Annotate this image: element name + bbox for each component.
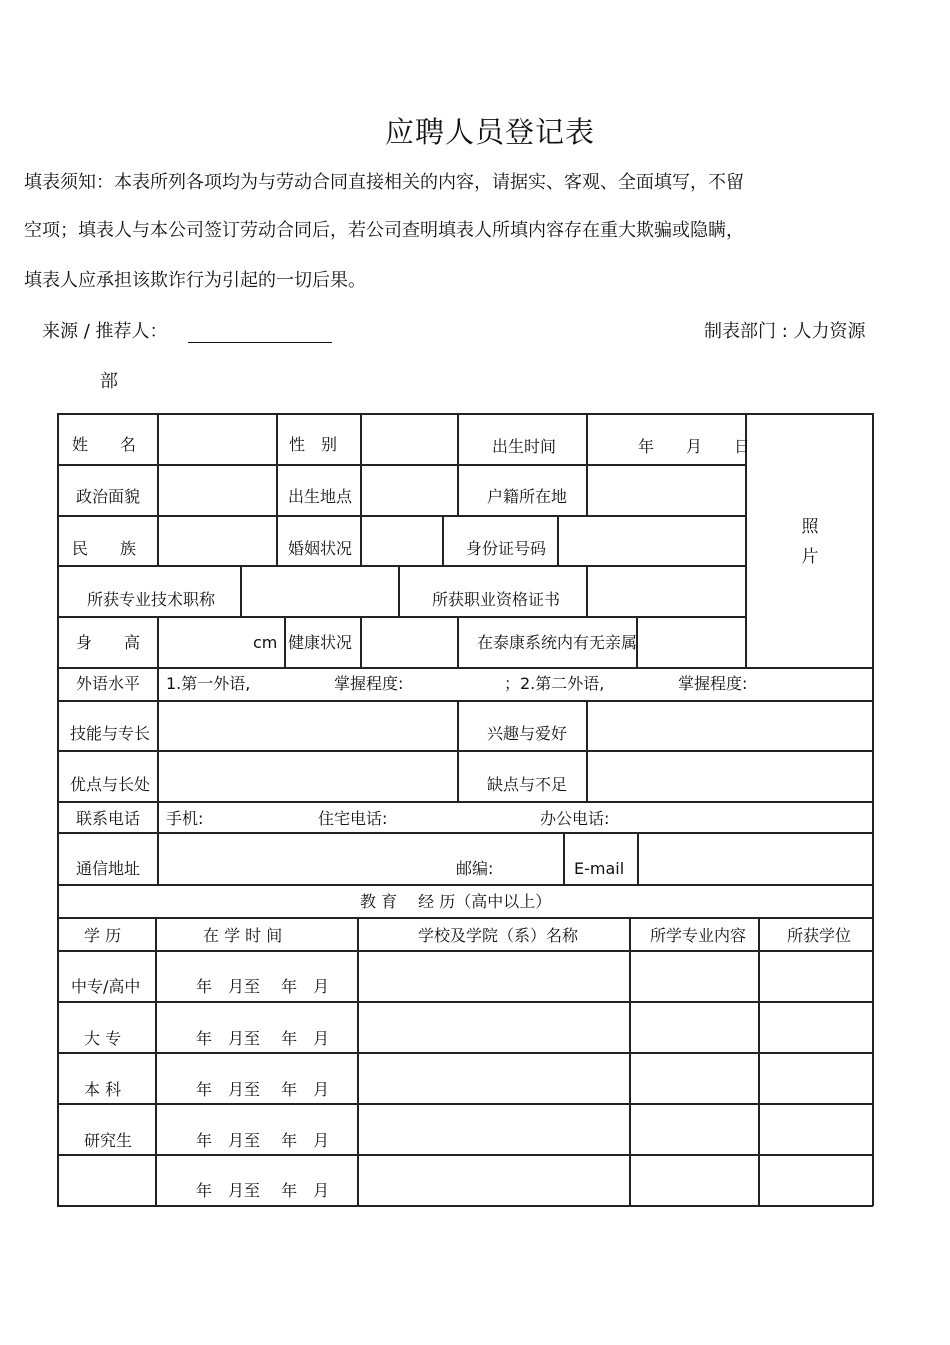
strengths-label: 优点与长处 <box>70 775 151 794</box>
skills-label: 技能与专长 <box>70 724 151 743</box>
birth-date-placeholder[interactable]: 年 月 日 <box>638 437 751 456</box>
title-label: 所获专业技术职称 <box>87 590 216 609</box>
first-language-mastery: 掌握程度: <box>334 674 404 693</box>
health-label: 健康状况 <box>288 633 353 652</box>
edu-row-period[interactable]: 年 月至 年 月 <box>196 977 330 996</box>
dept-tail: 部 <box>100 371 118 392</box>
edu-col-period: 在 学 时 间 <box>203 926 283 945</box>
edu-col-school: 学校及学院（系）名称 <box>418 926 579 945</box>
email-label: E-mail <box>574 859 625 878</box>
address-label: 通信地址 <box>76 859 141 878</box>
edu-col-level: 学 历 <box>84 926 122 945</box>
edu-row-level: 本 科 <box>84 1080 122 1099</box>
photo-char-1: 照 <box>801 517 819 537</box>
source-referrer <box>42 317 332 343</box>
language-label: 外语水平 <box>76 674 141 693</box>
edu-row-level: 中专/高中 <box>71 977 141 996</box>
second-language-mastery: 掌握程度: <box>678 674 748 693</box>
notice-line-3: 填表人应承担该欺诈行为引起的一切后果。 <box>24 270 366 291</box>
mobile-label: 手机: <box>166 809 204 828</box>
relatives-label: 在泰康系统内有无亲属 <box>477 633 638 652</box>
notice-line-2: 空项；填表人与本公司签订劳动合同后，若公司查明填表人所填内容存在重大欺骗或隐瞒， <box>24 220 744 241</box>
name-label: 姓 名 <box>72 435 137 454</box>
phone-label: 联系电话 <box>76 809 141 828</box>
photo-area[interactable] <box>798 512 822 572</box>
source-input-line[interactable] <box>188 324 332 343</box>
source-label: 来源 / 推荐人： <box>42 321 168 342</box>
office-phone-label: 办公电话: <box>540 809 610 828</box>
height-label: 身 高 <box>76 633 141 652</box>
height-unit: cm <box>253 633 278 652</box>
education-header: 教 育 经 历（高中以上） <box>360 892 552 911</box>
home-phone-label: 住宅电话: <box>318 809 388 828</box>
weakness-label: 缺点与不足 <box>487 775 568 794</box>
gender-label: 性 别 <box>289 435 338 454</box>
edu-row-period[interactable]: 年 月至 年 月 <box>196 1181 330 1200</box>
edu-row-period[interactable]: 年 月至 年 月 <box>196 1029 330 1048</box>
birthplace-label: 出生地点 <box>288 487 353 506</box>
edu-col-degree: 所获学位 <box>787 926 852 945</box>
first-language: 1.第一外语, <box>166 674 251 693</box>
edu-row-period[interactable]: 年 月至 年 月 <box>196 1080 330 1099</box>
page-title: 应聘人员登记表 <box>384 115 595 149</box>
postcode-label: 邮编: <box>456 859 494 878</box>
second-language: ；2.第二外语, <box>504 674 605 693</box>
ethnicity-label: 民 族 <box>72 539 137 558</box>
edu-row-level: 研究生 <box>84 1131 133 1150</box>
hukou-label: 户籍所在地 <box>487 487 568 506</box>
edu-row-level: 大 专 <box>84 1029 122 1048</box>
birth-time-label: 出生时间 <box>492 437 557 456</box>
hobbies-label: 兴趣与爱好 <box>487 724 568 743</box>
edu-row-period[interactable]: 年 月至 年 月 <box>196 1131 330 1150</box>
marital-label: 婚姻状况 <box>288 539 353 558</box>
political-label: 政治面貌 <box>76 487 141 506</box>
cert-label: 所获职业资格证书 <box>432 590 561 609</box>
edu-col-major: 所学专业内容 <box>650 926 747 945</box>
notice-line-1: 填表须知：本表所列各项均为与劳动合同直接相关的内容，请据实、客观、全面填写，不留 <box>24 172 744 193</box>
id-label: 身份证号码 <box>466 539 547 558</box>
photo-char-2: 片 <box>801 547 819 567</box>
dept-label: 制表部门 : 人力资源 <box>704 321 866 342</box>
